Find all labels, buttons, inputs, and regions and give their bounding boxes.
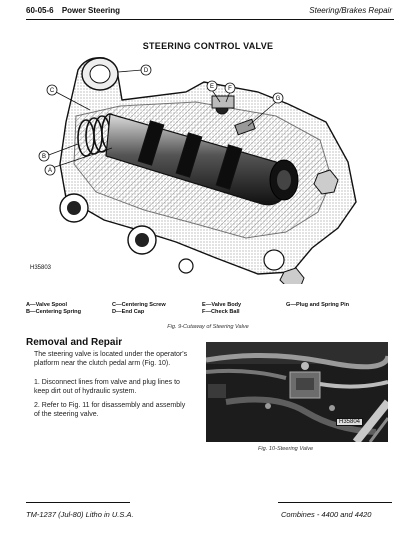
page-number: 60-05-6: [26, 6, 54, 15]
page-header-left: [26, 6, 120, 15]
section-title: Removal and Repair: [26, 337, 123, 348]
end-cap-bore: [90, 65, 110, 83]
footer-rule-left: [26, 502, 130, 503]
header-rule: [26, 19, 394, 20]
body-paragraph: The steering valve is located under the operator's platform near the clutch pedal arm (Fig. 10).: [34, 351, 188, 368]
legend-col-3: [202, 302, 241, 317]
footer-right: Combines - 4400 and 4420: [281, 510, 372, 519]
photo-drawing: [206, 342, 388, 442]
valve-body-port: [212, 96, 234, 108]
footer-left: TM-1237 (Jul-80) Litho in U.S.A.: [26, 510, 134, 519]
header-section: Steering/Brakes Repair: [309, 6, 392, 15]
callout-e-label: E: [209, 84, 215, 90]
figure-title: STEERING CONTROL VALVE: [142, 41, 274, 51]
spool-end-face: [277, 170, 291, 190]
figure-caption: Fig. 9-Cutaway of Steering Valve: [167, 324, 249, 330]
port-left-bore: [67, 201, 81, 215]
mount-hole: [179, 259, 193, 273]
legend-item: B—Centering Spring: [26, 309, 82, 316]
legend-item: E—Valve Body: [202, 302, 242, 308]
callout-d-label: D: [143, 68, 149, 74]
steering-valve-photo: [206, 342, 388, 442]
callout-a-label: A: [47, 168, 53, 174]
body-paragraph: 1. Disconnect lines from valve and plug lines to keep dirt out of hydraulic system.: [34, 379, 180, 396]
legend-col-1: [26, 302, 81, 317]
callout-b-label: B: [41, 154, 47, 160]
mount-boss: [264, 250, 284, 270]
legend-item: G—Plug and Spring Pin: [286, 302, 350, 308]
callout-f-label: F: [228, 86, 232, 92]
legend-item: D—End Cap: [112, 309, 145, 316]
header-title: Power Steering: [61, 6, 121, 15]
legend-item: C—Centering Screw: [112, 302, 166, 308]
figure-id: H35803: [30, 265, 52, 271]
photo-caption: Fig. 10-Steering Valve: [258, 446, 314, 452]
body-paragraph: 2. Refer to Fig. 11 for disassembly and assembly of the steering valve.: [34, 402, 186, 419]
legend-col-2: [112, 302, 166, 317]
legend-item: A—Valve Spool: [26, 302, 68, 308]
photo-id: H35804: [336, 418, 363, 426]
steering-valve-cutaway-illustration: [26, 52, 390, 284]
legend-item: F—Check Ball: [202, 309, 240, 316]
port-bottom-bore: [135, 233, 149, 247]
footer-rule-right: [278, 502, 392, 503]
callout-g-label: G: [275, 96, 281, 102]
legend-col-4: [286, 302, 349, 309]
callout-c-label: C: [49, 88, 55, 94]
